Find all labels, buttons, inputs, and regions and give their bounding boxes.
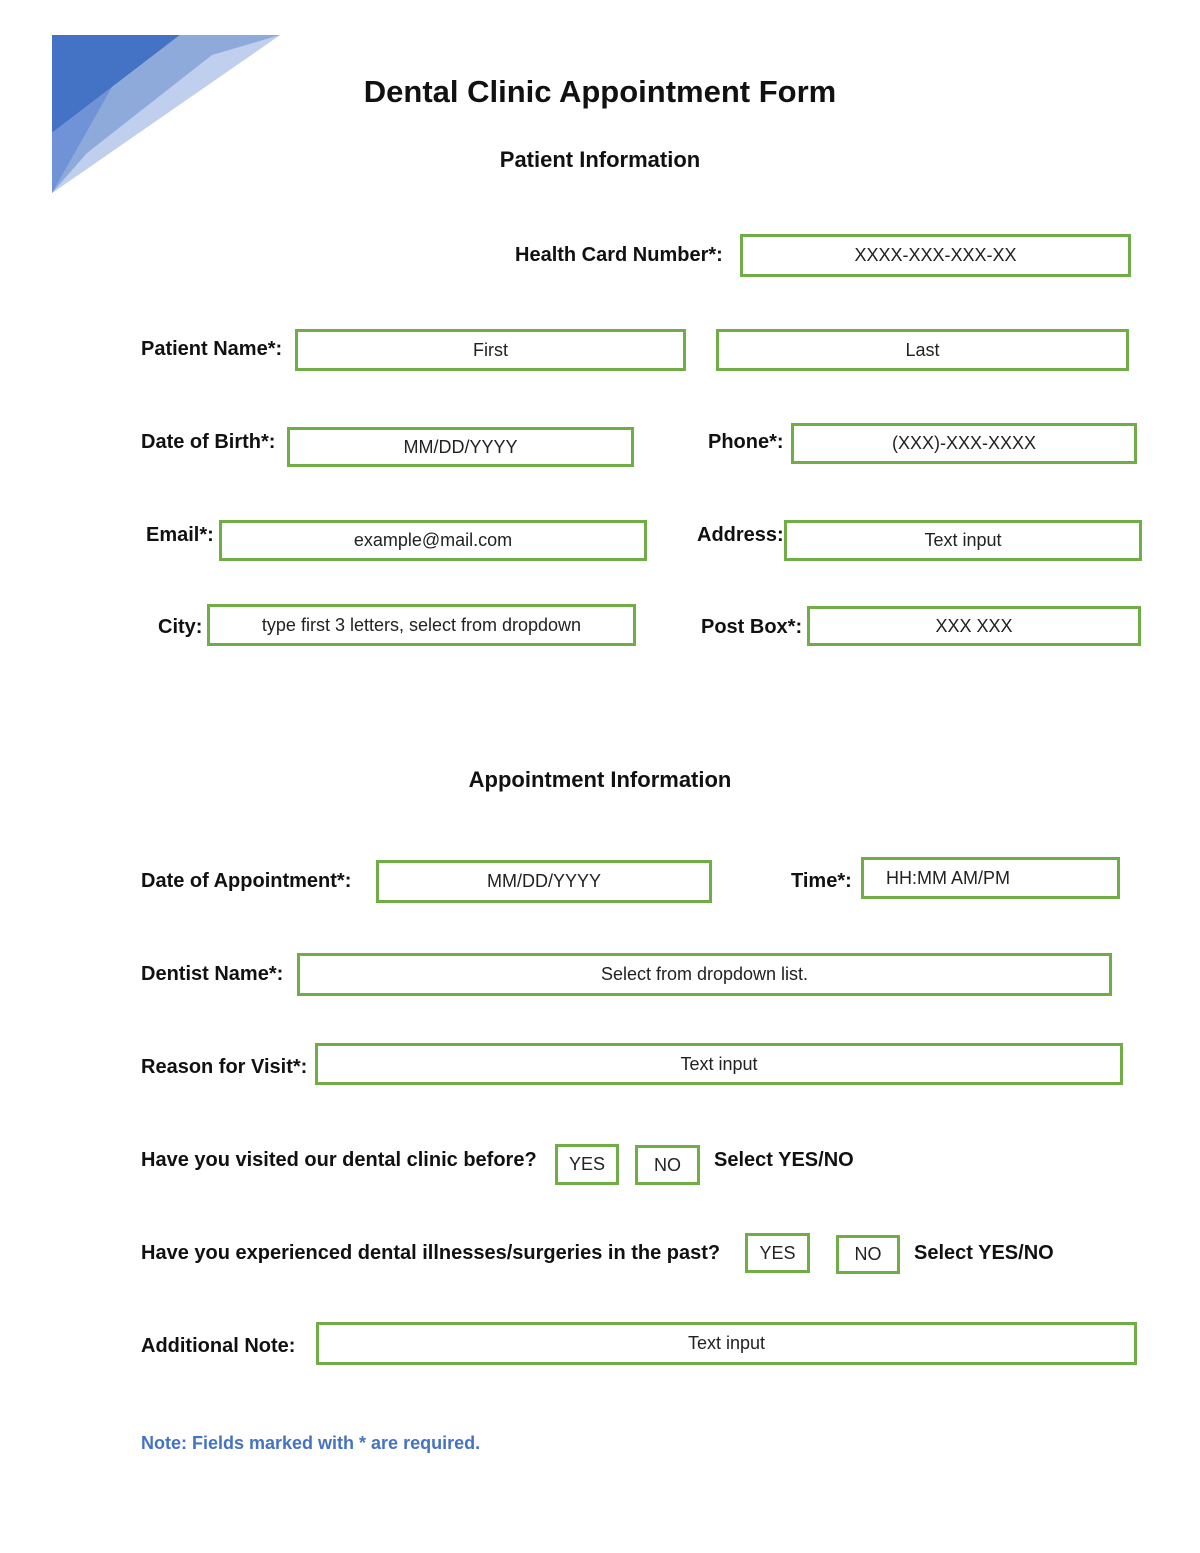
post-box-input[interactable]: XXX XXX [807,606,1141,646]
illnesses-no-button[interactable]: NO [836,1235,900,1274]
address-label: Address: [697,524,784,546]
visited-before-yes-button[interactable]: YES [555,1144,619,1185]
additional-note-label: Additional Note: [141,1335,296,1357]
post-box-label: Post Box*: [701,616,803,638]
required-fields-note: Note: Fields marked with * are required. [141,1433,481,1453]
visited-before-no-button[interactable]: NO [635,1145,700,1185]
dentist-name-label: Dentist Name*: [141,963,284,985]
patient-name-label: Patient Name*: [141,338,283,360]
reason-for-visit-input[interactable]: Text input [315,1043,1123,1085]
visited-before-question: Have you visited our dental clinic before? [141,1149,537,1171]
illnesses-hint: Select YES/NO [914,1242,1054,1264]
illnesses-question: Have you experienced dental illnesses/surgeries in the past? [141,1242,721,1264]
email-input[interactable]: example@mail.com [219,520,647,561]
appointment-date-label: Date of Appointment*: [141,870,352,892]
dob-label: Date of Birth*: [141,431,276,453]
health-card-input[interactable]: XXXX-XXX-XXX-XX [740,234,1131,277]
email-label: Email*: [146,524,214,546]
patient-information-heading: Patient Information [499,147,701,172]
reason-for-visit-label: Reason for Visit*: [141,1056,308,1078]
last-name-input[interactable]: Last [716,329,1129,371]
phone-label: Phone*: [708,431,784,453]
phone-input[interactable]: (XXX)-XXX-XXXX [791,423,1137,464]
address-input[interactable]: Text input [784,520,1142,561]
illnesses-yes-button[interactable]: YES [745,1233,810,1273]
time-input[interactable]: HH:MM AM/PM [861,857,1120,899]
form-title: Dental Clinic Appointment Form [363,74,837,109]
first-name-input[interactable]: First [295,329,686,371]
visited-before-hint: Select YES/NO [714,1149,854,1171]
appointment-date-input[interactable]: MM/DD/YYYY [376,860,712,903]
health-card-label: Health Card Number*: [515,244,723,266]
dentist-name-dropdown[interactable]: Select from dropdown list. [297,953,1112,996]
time-label: Time*: [791,870,852,892]
dob-input[interactable]: MM/DD/YYYY [287,427,634,467]
city-input[interactable]: type first 3 letters, select from dropdown [207,604,636,646]
city-label: City: [158,616,203,638]
additional-note-input[interactable]: Text input [316,1322,1137,1365]
appointment-information-heading: Appointment Information [468,767,732,792]
